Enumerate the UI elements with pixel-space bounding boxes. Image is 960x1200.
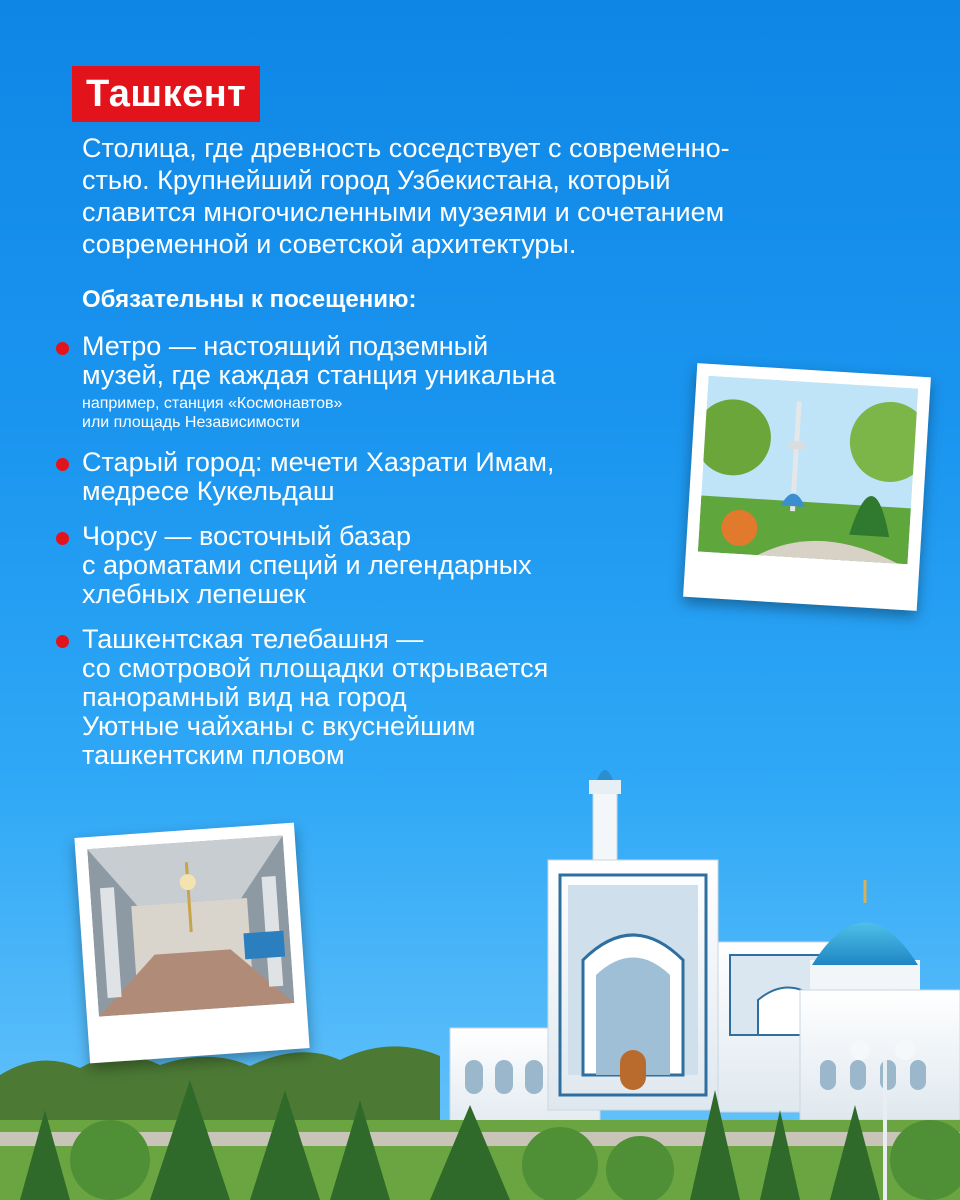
intro-paragraph (82, 132, 862, 260)
item-line: Метро — настоящий подземный (82, 331, 489, 361)
tv-tower-photo (683, 363, 931, 611)
metro-station-image (87, 835, 294, 1016)
bullet-icon (56, 458, 69, 471)
intro-line: славится многочисленными музеями и сочетанием (82, 197, 725, 227)
city-title: Ташкент (86, 72, 247, 115)
item-line: панорамный вид на город (82, 682, 407, 712)
title-badge (72, 66, 260, 122)
item-note: или площадь Независимости (82, 414, 300, 431)
item-line: Ташкентская телебашня — (82, 624, 424, 654)
item-line: ташкентским пловом (82, 740, 345, 770)
list-item-chorsu (56, 522, 676, 609)
item-line: со смотровой площадки открывается (82, 653, 549, 683)
item-line: Старый город: мечети Хазрати Имам, (82, 447, 555, 477)
metro-photo (74, 823, 309, 1064)
item-line: медресе Кукельдаш (82, 476, 335, 506)
bullet-icon (56, 342, 69, 355)
item-line: Уютные чайханы с вкуснейшим (82, 711, 476, 741)
intro-line: современной и советской архитектуры. (82, 229, 577, 259)
bullet-icon (56, 635, 69, 648)
list-item-tv-tower (56, 625, 676, 770)
must-visit-list (56, 332, 676, 786)
must-visit-heading: Обязательны к посещению: (82, 286, 417, 313)
intro-line: стью. Крупнейший город Узбекистана, который (82, 165, 671, 195)
tv-tower-park-image (698, 376, 918, 564)
item-line: с ароматами специй и легендарных (82, 550, 532, 580)
intro-line: Столица, где древность соседствует с современно- (82, 133, 730, 163)
bullet-icon (56, 532, 69, 545)
list-item-old-city (56, 448, 676, 506)
item-line: Чорсу — восточный базар (82, 521, 412, 551)
item-note: например, станция «Космонавтов» (82, 395, 343, 412)
list-item-metro (56, 332, 676, 432)
item-line: музей, где каждая станция уникальна (82, 360, 556, 390)
item-line: хлебных лепешек (82, 579, 306, 609)
